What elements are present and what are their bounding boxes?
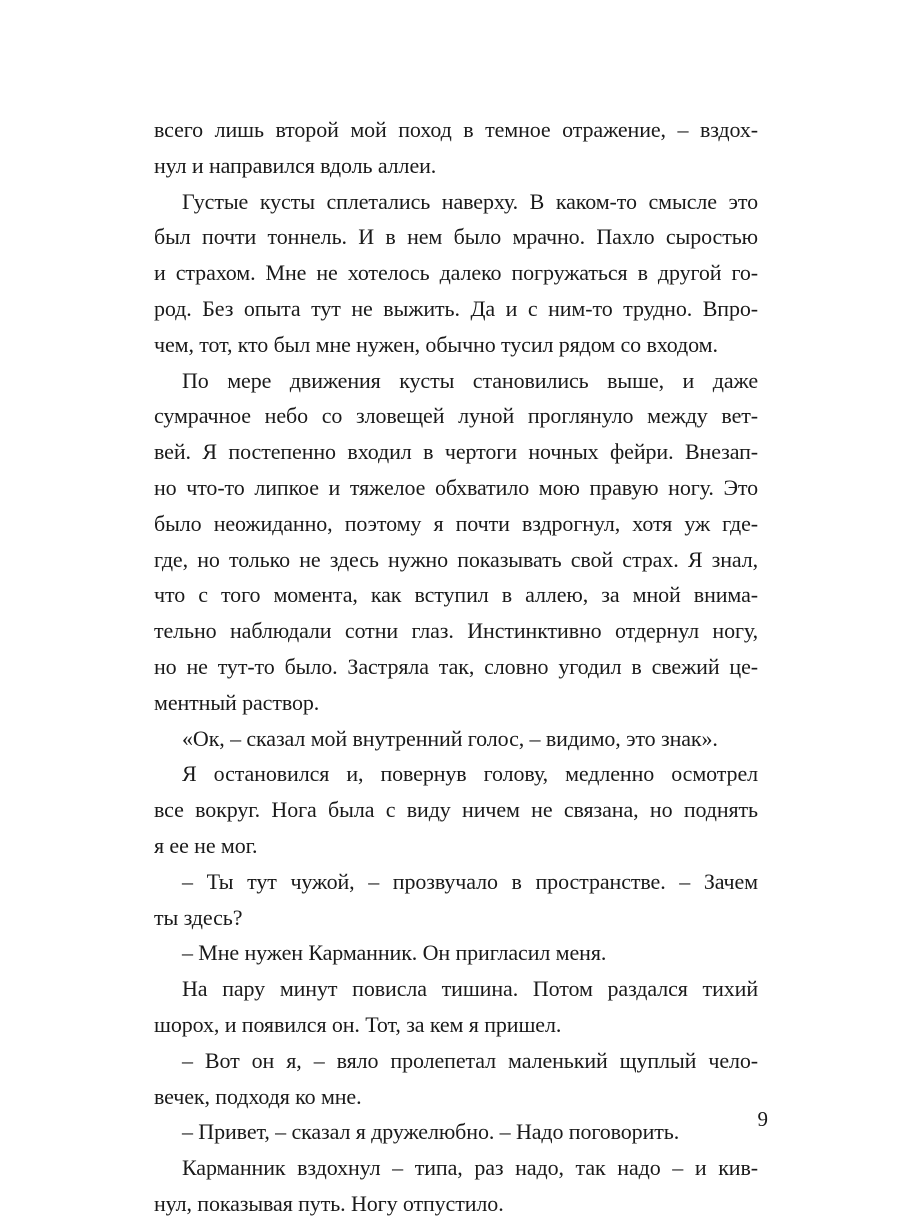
text-line: Я остановился и, повернув голову, медленно осмотрел xyxy=(182,761,758,787)
page-number: 9 xyxy=(757,1107,768,1131)
text-line: сумрачное небо со зловещей луной проглянуло между вет- xyxy=(154,403,758,429)
text-line: всего лишь второй мой поход в темное отражение, – вздох- xyxy=(154,117,758,142)
text-line: нул и направился вдоль аллеи. xyxy=(154,152,437,178)
body-text xyxy=(154,112,758,1222)
text-line: но что-то липкое и тяжелое обхватило мою правую ногу. Это xyxy=(154,474,758,500)
text-line: По мере движения кусты становились выше, и даже xyxy=(182,367,758,393)
text-line: я ее не мог. xyxy=(154,832,258,858)
text-line: ты здесь? xyxy=(154,904,243,930)
text-line: было неожиданно, поэтому я почти вздрогнул, хотя уж где- xyxy=(154,510,758,536)
text-line: – Вот он я, – вяло пролепетал маленький щуплый чело- xyxy=(182,1047,758,1073)
text-line: род. Без опыта тут не выжить. Да и с ним-то трудно. Впро- xyxy=(154,295,758,321)
text-line: вей. Я постепенно входил в чертоги ночных фейри. Внезап- xyxy=(154,439,758,465)
text-line: Карманник вздохнул – типа, раз надо, так надо – и кив- xyxy=(182,1155,758,1181)
text-line: все вокруг. Нога была с виду ничем не связана, но поднять xyxy=(154,797,758,823)
text-line: ментный раствор. xyxy=(154,689,320,715)
text-line: нул, показывая путь. Ногу отпустило. xyxy=(154,1190,504,1216)
text-line: где, но только не здесь нужно показывать свой страх. Я знал, xyxy=(154,546,758,572)
text-line: был почти тоннель. И в нем было мрачно. Пахло сыростью xyxy=(154,224,758,250)
text-line: – Мне нужен Карманник. Он пригласил меня. xyxy=(182,940,607,966)
text-line: – Ты тут чужой, – прозвучало в пространстве. – Зачем xyxy=(182,868,758,894)
text-line: что с того момента, как вступил в аллею, за мной внима- xyxy=(154,582,758,608)
text-line: но не тут-то было. Застряла так, словно угодил в свежий це- xyxy=(154,653,758,679)
text-line: На пару минут повисла тишина. Потом раздался тихий xyxy=(182,976,758,1002)
text-line: тельно наблюдали сотни глаз. Инстинктивно отдернул ногу, xyxy=(154,618,758,644)
text-line: вечек, подходя ко мне. xyxy=(154,1083,362,1109)
text-line: – Привет, – сказал я дружелюбно. – Надо поговорить. xyxy=(182,1119,680,1145)
text-line: шорох, и появился он. Тот, за кем я пришел. xyxy=(154,1011,562,1037)
text-line: «Ок, – сказал мой внутренний голос, – видимо, это знак». xyxy=(182,725,718,751)
text-line: чем, тот, кто был мне нужен, обычно тусил рядом со входом. xyxy=(154,331,718,357)
text-line: и страхом. Мне не хотелось далеко погружаться в другой го- xyxy=(154,260,758,286)
text-line: Густые кусты сплетались наверху. В каком-то смысле это xyxy=(182,188,758,214)
